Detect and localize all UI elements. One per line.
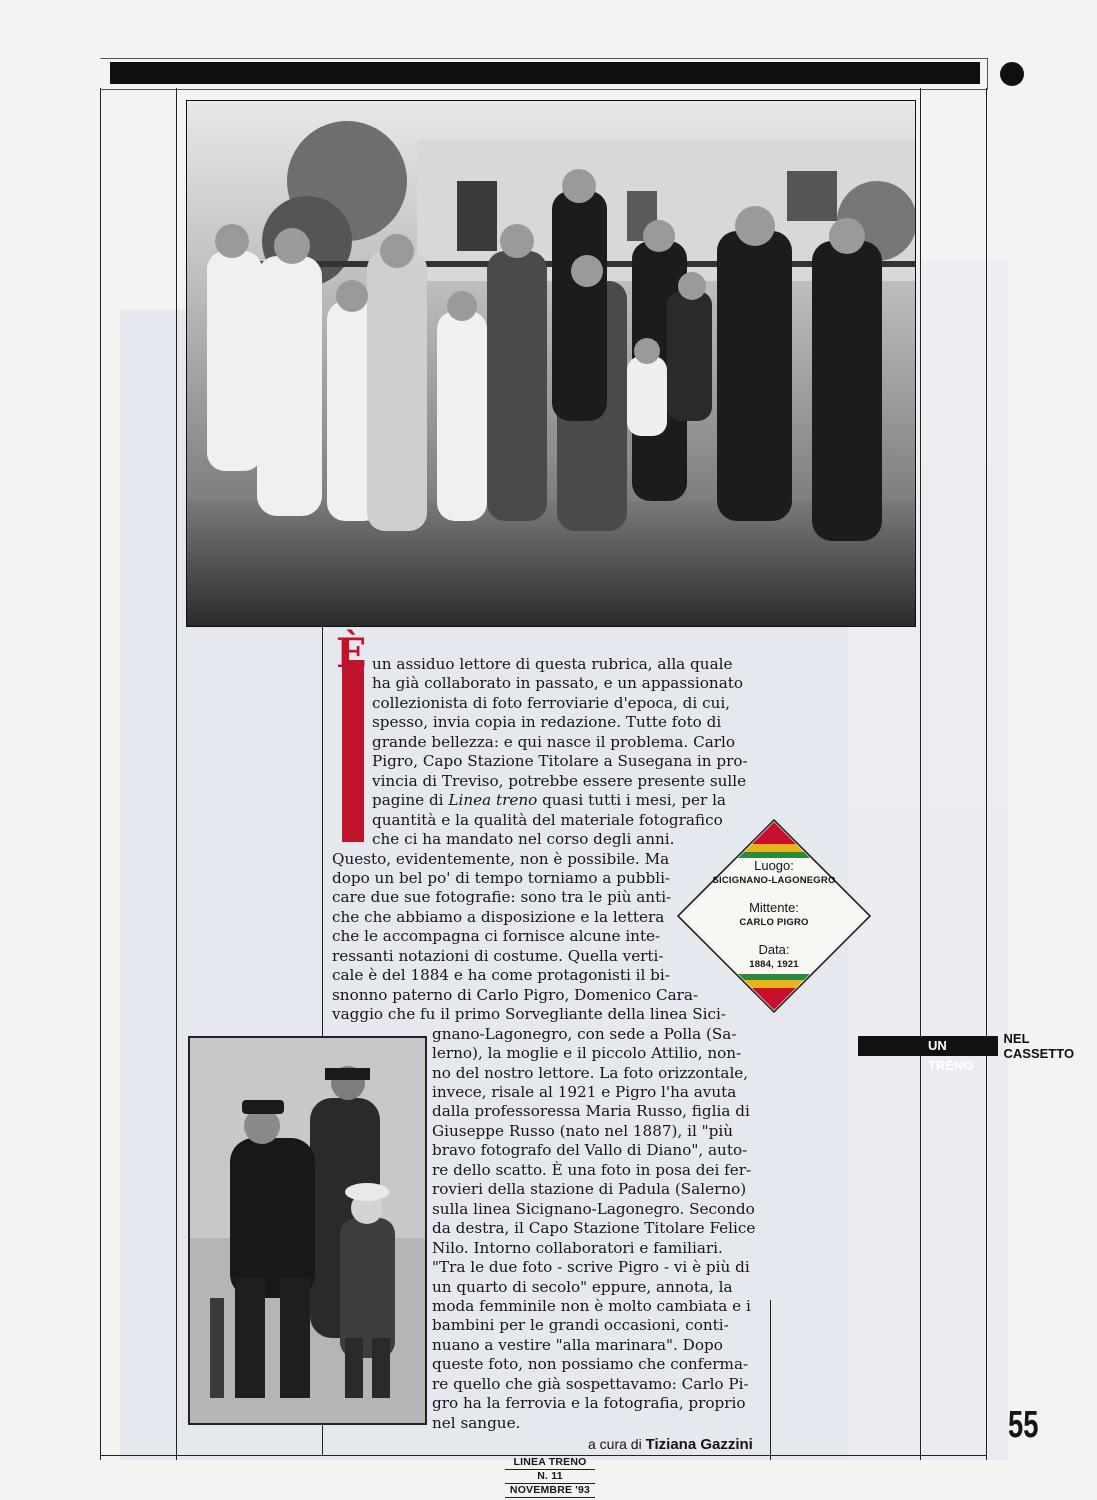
page-number: 55 bbox=[1008, 1404, 1039, 1446]
article-line: un assiduo lettore di questa rubrica, alla quale bbox=[372, 655, 733, 673]
credit-author: Tiziana Gazzini bbox=[645, 1436, 753, 1453]
info-sender-label: Mittente: bbox=[749, 900, 799, 915]
article-line: bravo fotografo del Vallo di Diano", auto- bbox=[432, 1141, 748, 1160]
article-line: lerno), la moglie e il piccolo Attilio, non- bbox=[432, 1044, 742, 1063]
article-line: rovieri della stazione di Padula (Salerno) bbox=[432, 1180, 747, 1199]
article-line: cale è del 1884 e ha come protagonisti il bi- bbox=[332, 966, 670, 985]
article-line: spesso, invia copia in redazione. Tutte foto di bbox=[372, 713, 722, 732]
article-line: ressanti notazioni di costume. Quella verti- bbox=[332, 946, 664, 965]
article-line: queste foto, non possiamo che conferma- bbox=[432, 1355, 749, 1374]
article-line: un quarto di secolo" eppure, annota, la bbox=[432, 1277, 733, 1296]
article-line: re dello scatto. È una foto in posa dei fer- bbox=[432, 1160, 752, 1179]
info-date bbox=[706, 942, 842, 970]
article-line: sulla linea Sicignano-Lagonegro. Secondo bbox=[432, 1199, 755, 1218]
drop-cap-letter: È bbox=[336, 630, 367, 677]
frame-line bbox=[100, 88, 101, 1460]
article-line: Giuseppe Russo (nato nel 1887), il "più bbox=[432, 1121, 733, 1140]
family-photo-1884 bbox=[188, 1036, 427, 1425]
footer-issue: N. 11 bbox=[505, 1470, 595, 1484]
header-bar bbox=[110, 62, 980, 84]
article-line: vaggio che fu il primo Sorvegliante della linea Sici- bbox=[332, 1005, 726, 1024]
info-sender bbox=[706, 900, 842, 928]
frame-line bbox=[920, 88, 921, 1460]
info-place-label: Luogo: bbox=[754, 858, 794, 873]
article-line: che che abbiamo a disposizione e la lettera bbox=[332, 907, 665, 926]
frame-line bbox=[176, 88, 177, 1460]
article-line: "Tra le due foto - scrive Pigro - vi è più di bbox=[432, 1258, 750, 1277]
article-line: quantità e la qualità del materiale fotografico bbox=[372, 810, 723, 829]
header-dot bbox=[1000, 62, 1024, 86]
article-line: collezionista di foto ferroviarie d'epoca, di cui, bbox=[372, 693, 731, 712]
article-line: invece, risale al 1921 e Pigro l'ha avuta bbox=[432, 1082, 737, 1101]
info-diamond bbox=[676, 818, 872, 1014]
info-place-value: SICIGNANO-LAGONEGRO bbox=[712, 875, 836, 886]
info-sender-value: CARLO PIGRO bbox=[739, 917, 809, 928]
author-credit bbox=[588, 1436, 753, 1453]
article-line: nel sangue. bbox=[432, 1413, 521, 1432]
article-line: bambini per le grandi occasioni, conti- bbox=[432, 1316, 729, 1335]
article-line: gnano-Lagonegro, con sede a Polla (Sa- bbox=[432, 1024, 737, 1043]
footer-magazine: LINEA TRENO bbox=[505, 1456, 595, 1470]
article-line: ha già collaborato in passato, e un appassionato bbox=[372, 674, 744, 693]
article-line: pagine di Linea treno quasi tutti i mesi, per la bbox=[372, 791, 726, 810]
article-line: che le accompagna ci fornisce alcune inte- bbox=[332, 927, 661, 946]
article-line: re quello che già sospettavamo: Carlo Pi- bbox=[432, 1374, 749, 1393]
article-line: care due sue fotografie: sono tra le più anti- bbox=[332, 888, 672, 907]
section-label-strong: UN TRENO bbox=[858, 1036, 998, 1056]
article-line: che ci ha mandato nel corso degli anni. bbox=[372, 830, 675, 849]
section-label-light: NEL CASSETTO bbox=[1003, 1031, 1075, 1061]
article-line: moda femminile non è molto cambiata e i bbox=[432, 1296, 751, 1315]
family-photo-illustration bbox=[190, 1038, 425, 1423]
article-line: snonno paterno di Carlo Pigro, Domenico Cara- bbox=[332, 985, 699, 1004]
article-line: da destra, il Capo Stazione Titolare Felice bbox=[432, 1219, 756, 1238]
article-line: gro ha la ferrovia e la fotografia, proprio bbox=[432, 1394, 746, 1413]
article-line: Nilo. Intorno collaboratori e familiari. bbox=[432, 1238, 723, 1257]
info-place bbox=[706, 858, 842, 886]
article-line: Questo, evidentemente, non è possibile. Ma bbox=[332, 849, 670, 868]
article-line: Pigro, Capo Stazione Titolare a Susegana in pro- bbox=[372, 752, 748, 771]
frame-line bbox=[986, 88, 987, 1460]
article-line: grande bellezza: e qui nasce il problema. Carlo bbox=[372, 732, 736, 751]
article-line: nuano a vestire "alla marinara". Dopo bbox=[432, 1335, 723, 1354]
frame-line bbox=[770, 1300, 771, 1460]
credit-prefix: a cura di bbox=[588, 1436, 642, 1452]
section-label bbox=[858, 1031, 1097, 1073]
info-date-value: 1884, 1921 bbox=[749, 959, 799, 970]
footer-issue-info bbox=[505, 1456, 595, 1498]
article-line: dalla professoressa Maria Russo, figlia di bbox=[432, 1102, 750, 1121]
info-date-label: Data: bbox=[758, 942, 790, 957]
group-photo-illustration bbox=[187, 101, 915, 626]
group-photo-1921 bbox=[186, 100, 916, 627]
article-line: dopo un bel po' di tempo torniamo a pubbli- bbox=[332, 868, 671, 887]
footer-date: NOVEMBRE '93 bbox=[505, 1484, 595, 1498]
article-line: vincia di Treviso, potrebbe essere presente sulle bbox=[372, 771, 747, 790]
article-line: no del nostro lettore. La foto orizzontale, bbox=[432, 1063, 749, 1082]
